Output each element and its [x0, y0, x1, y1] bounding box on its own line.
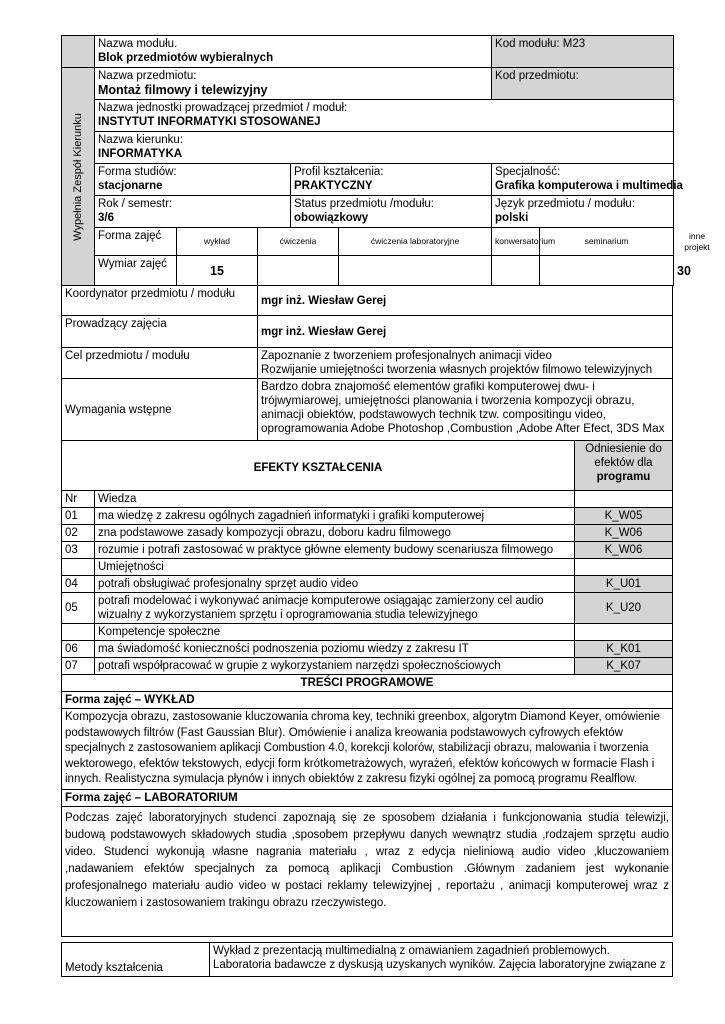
- field-name: INFORMATYKA: [98, 148, 183, 160]
- unit-name: INSTYTUT INFORMATYKI STOSOWANEJ: [98, 116, 321, 128]
- content-title: TREŚCI PROGRAMOWE: [62, 675, 673, 692]
- effect-ref: K_W05: [575, 508, 673, 525]
- form-type-exercises: ćwiczenia: [258, 228, 339, 256]
- field-label: Nazwa kierunku:: [98, 134, 184, 146]
- effect-nr: 02: [62, 525, 95, 542]
- methods-cell: [210, 943, 673, 977]
- module-name-label: Nazwa modułu.: [98, 38, 178, 50]
- corner-cell: [62, 36, 95, 68]
- form-type-seminar: seminarium: [540, 228, 674, 256]
- subject-name: Montaż filmowy i telewizyjny: [98, 83, 268, 97]
- subject-label: Nazwa przedmiotu:: [98, 70, 197, 82]
- effect-nr: 04: [62, 576, 95, 593]
- effect-ref: K_U01: [575, 576, 673, 593]
- hours-label: Wymiar zajęć: [95, 256, 177, 286]
- header-table: Nazwa modułu. Blok przedmiotów wybieralnych Kod modułu: M23 Wypełnia Zespół Kierunku Nazwa przedmiotu: Montaż filmowy i telewizyjny Kod przedmiotu: Nazwa jednostki prowadzącej przedmiot / moduł: INSTYTUT INFORMATYKI STOSOWANEJ Nazwa kierunku: INFORMATYKA Forma studiów: stacjonarne Profil kształcenia: PRAKTYCZNY Specjalność: Grafika komputerowa i multimedia Rok / semestr: 3/6 Status przedmiotu /modułu: obowiązkowy Język przedmiotu / modułu: polski Forma zajęć wykład ćwiczenia ćwiczenia laboratoryjne konwersatorium seminarium inne projekt Wymiar zajęć 15 30: [61, 35, 674, 286]
- form-type-lab: ćwiczenia laboratoryjne: [339, 228, 492, 256]
- year-value: 3/6: [98, 212, 114, 224]
- effects-title: EFEKTY KSZTAŁCENIA: [62, 441, 575, 491]
- form-label: Forma studiów:: [98, 166, 177, 178]
- effect-text: rozumie i potrafi zastosować w praktyce główne elementy budowy scenariusza filmowego: [95, 542, 575, 559]
- forms-label: Forma zajęć: [95, 228, 177, 256]
- profile-label: Profil kształcenia:: [294, 166, 384, 178]
- hours-lab: [339, 256, 492, 286]
- hours-exercises: [258, 256, 339, 286]
- requirements-value: Bardzo dobra znajomość elementów grafiki komputerowej dwu- i trójwymiarowej, umiejętności planowania i tworzenia kompozycji obrazu, animacji obiektów, podstawowych technik tzw. compositingu video, oprogramowania Adobe Photoshop ,Combustion ,Adobe After Efect, 3DS Max: [258, 379, 673, 441]
- effect-row: [62, 593, 673, 624]
- syllabus-document: [61, 35, 710, 937]
- effect-ref: K_U20: [575, 593, 673, 624]
- methods-label: Metody kształcenia: [62, 943, 210, 977]
- effect-text: potrafi modelować i wykonywać animacje komputerowe osiągając zamierzony cel audio wizualny z wykorzystaniem sprzętu i oprogramowania studia telewizyjnego: [95, 593, 575, 624]
- effect-row: [62, 525, 673, 542]
- module-code: Kod modułu: M23: [492, 36, 674, 68]
- effect-row: [62, 542, 673, 559]
- coordinator-label: Koordynator przedmiotu / modułu: [62, 286, 258, 316]
- year-cell: [95, 196, 291, 228]
- effect-nr: 01: [62, 508, 95, 525]
- form-type-conversation: konwersatorium: [492, 228, 540, 256]
- effect-text: potrafi obsługiwać profesjonalny sprzęt audio video: [95, 576, 575, 593]
- hours-lecture: 15: [177, 256, 258, 286]
- lab-content: Podczas zajęć laboratoryjnych studenci zapoznają się ze sposobem działania i funkcjonowania studia telewizji, budową podstawowych składowych studia ,sposobem przepływu danych wewnątrz studia ,rodzajem sprzętu audio video. Studenci wykonują własne nagrania materiału , wraz z edycja nieliniową audio video ,kluczowaniem ,nadawaniem efektów specjalnych za pomocą aplikacji Combustion .Głównym zadaniem jest wykonanie profesjonalnego materiału audio video w postaci reklamy telewizyjnej , reportażu , animacji komputerowej wraz z kluczowaniem i zastosowaniem trakingu obrazu rzeczywistego.: [62, 806, 673, 936]
- ref-spacer: [575, 624, 673, 641]
- form-cell: [95, 164, 291, 196]
- knowledge-header: Wiedza: [95, 491, 575, 508]
- effect-text: ma wiedzę z zakresu ogólnych zagadnień informatyki i grafiki komputerowej: [95, 508, 575, 525]
- hours-conversation: [492, 256, 540, 286]
- effect-ref: K_W06: [575, 542, 673, 559]
- lang-label: Język przedmiotu / modułu:: [495, 198, 636, 210]
- status-label: Status przedmiotu /modułu:: [294, 198, 434, 210]
- subject-code: Kod przedmiotu:: [492, 68, 674, 100]
- effect-row: [62, 508, 673, 525]
- info-table: [61, 285, 673, 441]
- lang-value: polski: [495, 212, 529, 224]
- lecture-content: Kompozycja obrazu, zastosowanie kluczowania chroma key, techniki greenbox, algorytm Diamond Keyer, omówienie podstawowych filtrów (Fast Gaussian Blur). Omówienie i analiza kreowania podstawowych cyfrowych efektów specjalnych z zastosowaniem aplikacji Combustion 4.0, korekcji kolorów, stabilizacji obrazu, malowania i tworzenia wektorowego, efektów tekstowych, edycji form krótkometrażowych, wyrażeń, efektów końcowych w formacie Flash i innych. Realistyczna symulacja płynów i innych obiektów z zakresu fizyki ogólnej za pomocą programu Realflow.: [62, 709, 673, 790]
- side-label: Wypełnia Zespół Kierunku: [72, 112, 84, 241]
- effect-ref: K_W06: [575, 525, 673, 542]
- field-cell: [95, 132, 674, 164]
- spec-label: Specjalność:: [495, 166, 561, 178]
- profile-value: PRAKTYCZNY: [294, 180, 373, 192]
- form-type-other-text: inne projekt: [684, 230, 710, 252]
- form-type-lecture: wykład: [177, 228, 258, 256]
- status-value: obowiązkowy: [294, 212, 369, 224]
- module-name-cell: [95, 36, 492, 68]
- goal-line-2: Rozwijanie umiejętności tworzenia własnych projektów filmowo telewizyjnych: [261, 364, 653, 376]
- goal-line-1: Zapoznanie z tworzeniem profesjonalnych animacji video: [261, 350, 552, 362]
- methods-section: [61, 942, 673, 977]
- ref-spacer: [575, 491, 673, 508]
- effect-nr: 05: [62, 593, 95, 624]
- effect-row: [62, 641, 673, 658]
- effect-text: potrafi współpracować w grupie z wykorzystaniem narzędzi społecznościowych: [95, 658, 575, 675]
- effect-nr: 07: [62, 658, 95, 675]
- hours-seminar: [540, 256, 674, 286]
- goal-cell: [258, 348, 673, 379]
- goal-label: Cel przedmiotu / modułu: [62, 348, 258, 379]
- social-header: Kompetencje społeczne: [95, 624, 575, 641]
- effects-ref-label-1: Odniesienie do efektów dla: [585, 443, 662, 469]
- status-cell: [291, 196, 492, 228]
- profile-cell: [291, 164, 492, 196]
- spec-cell: [492, 164, 683, 196]
- form-value: stacjonarne: [98, 180, 163, 192]
- unit-cell: [95, 100, 674, 132]
- lecture-title: Forma zajęć – WYKŁAD: [62, 692, 673, 709]
- teacher-label: Prowadzący zajęcia: [62, 316, 258, 348]
- lab-title: Forma zajęć – LABORATORIUM: [62, 789, 673, 806]
- effect-row: [62, 576, 673, 593]
- effects-ref-header: [575, 441, 673, 491]
- coordinator-value: mgr inż. Wiesław Gerej: [258, 286, 673, 316]
- spec-value: Grafika komputerowa i multimedia: [495, 180, 683, 192]
- effect-nr: 06: [62, 641, 95, 658]
- effects-ref-label-2: programu: [596, 471, 651, 483]
- year-label: Rok / semestr:: [98, 198, 173, 210]
- ref-spacer: [575, 559, 673, 576]
- methods-line-2: Laboratoria badawcze z dyskusją uzyskanych wyników. Zajęcia laboratoryjne związane z: [213, 959, 666, 971]
- methods-line-1: Wykład z prezentacją multimedialną z omawianiem zagadnień problemowych.: [213, 945, 610, 957]
- nr-header: Nr: [62, 491, 95, 508]
- lang-cell: [492, 196, 674, 228]
- effects-table: [61, 440, 673, 675]
- effect-text: zna podstawowe zasady kompozycji obrazu, doboru kadru filmowego: [95, 525, 575, 542]
- skills-spacer: [62, 559, 95, 576]
- skills-header: Umiejętności: [95, 559, 575, 576]
- effect-ref: K_K01: [575, 641, 673, 658]
- requirements-label: Wymagania wstępne: [62, 379, 258, 441]
- subject-cell: [95, 68, 492, 100]
- teacher-value: mgr inż. Wiesław Gerej: [258, 316, 673, 348]
- effect-nr: 03: [62, 542, 95, 559]
- methods-table: [61, 942, 673, 977]
- effect-row: [62, 658, 673, 675]
- effect-ref: K_K07: [575, 658, 673, 675]
- side-label-cell: [62, 68, 95, 286]
- module-name: Blok przedmiotów wybieralnych: [98, 52, 274, 64]
- unit-label: Nazwa jednostki prowadzącej przedmiot / moduł:: [98, 102, 348, 114]
- social-spacer: [62, 624, 95, 641]
- content-table: [61, 674, 673, 937]
- effect-text: ma świadomość konieczności podnoszenia poziomu wiedzy z zakresu IT: [95, 641, 575, 658]
